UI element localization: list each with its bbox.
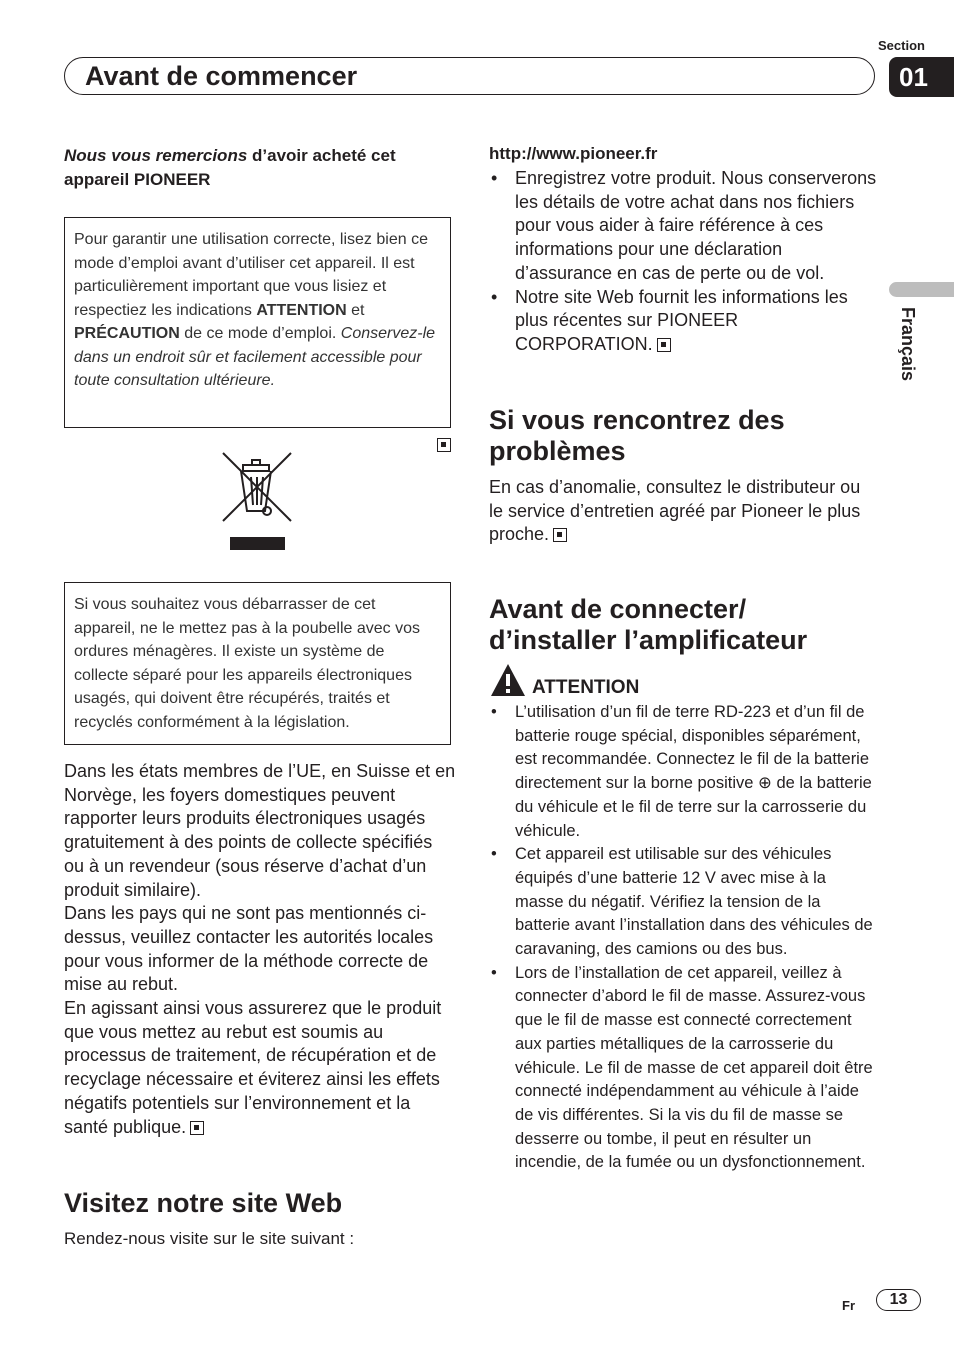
notice-italic: Conservez-le dans un endroit sûr et facilement accessible pour toute consultation ultérieure. bbox=[74, 325, 436, 389]
list-item: • Cet appareil est utilisable sur des véhicules équipés d’une batterie 12 V avec mise à la masse du négatif. Vérifiez la tension de la batterie avant l’installation dans des véhicules de caravaning, des camions ou des bus. bbox=[489, 843, 877, 962]
intro-rest: d’avoir acheté cet appareil PIONEER bbox=[64, 146, 396, 189]
end-mark-icon bbox=[657, 338, 671, 352]
pioneer-url-link[interactable]: http://www.pioneer.fr bbox=[489, 144, 658, 163]
page-number: 13 bbox=[876, 1289, 921, 1311]
notice-text-3: de ce mode d’emploi. bbox=[179, 325, 341, 342]
notice-text-1: Pour garantir une utilisation correcte, lisez bien ce mode d’emploi avant d’utiliser cet appareil. Il est particulièrement important que vous lisiez et respectiez les indications bbox=[74, 231, 428, 319]
language-code: Fr bbox=[842, 1298, 855, 1313]
notice-text-2: et bbox=[346, 301, 365, 319]
attention-bullet-list bbox=[489, 701, 877, 1175]
notice-precaution: PRÉCAUTION bbox=[74, 325, 180, 342]
notice-attention: ATTENTION bbox=[256, 301, 347, 319]
disposal-para-2: Dans les pays qui ne sont pas mentionnés ci-dessus, veuillez contacter les autorités locales pour vous informer de la méthode correcte de mise au rebut. bbox=[64, 903, 434, 995]
list-item: • L’utilisation d’un fil de terre RD-223 et d’un fil de batterie rouge spécial, disponibles séparément, est recommandée. Connectez le fil de la batterie directement sur la borne positive ⊕ de la batterie du véhicule et le fil de terre sur la carrosserie du véhicule. bbox=[489, 701, 877, 843]
web-subtext: Rendez-nous visite sur le site suivant : bbox=[64, 1229, 355, 1248]
connect-heading: Avant de connecter/ d’installer l’amplificateur bbox=[489, 594, 808, 655]
intro-italic: Nous vous remercions bbox=[64, 146, 248, 165]
usage-notice-box bbox=[64, 217, 451, 428]
list-item: • Notre site Web fournit les informations les plus récentes sur PIONEER CORPORATION. bbox=[489, 286, 877, 357]
attention-label: ATTENTION bbox=[532, 677, 640, 698]
list-item: • Enregistrez votre produit. Nous conserverons les détails de votre achat dans nos fichiers pour vous aider à faire référence à ces informations pour une déclaration d’assurance en cas de perte ou de vol. bbox=[489, 167, 877, 286]
problems-heading: Si vous rencontrez des problèmes bbox=[489, 405, 785, 466]
intro-text bbox=[64, 144, 454, 192]
end-mark-icon bbox=[437, 438, 451, 452]
disposal-notice-box: Si vous souhaitez vous débarrasser de cet appareil, ne le mettez pas à la poubelle avec vos ordures ménagères. Il existe un système de collecte séparé pour les appareils électroniques usagés, qui doivent être récupérés, traités et recyclés conformément à la législation. bbox=[64, 582, 451, 745]
language-tab-bar bbox=[889, 282, 954, 297]
end-mark-icon bbox=[190, 1121, 204, 1135]
disposal-paragraphs bbox=[64, 760, 456, 1139]
warning-triangle-icon bbox=[490, 663, 526, 697]
problems-text: En cas d’anomalie, consultez le distributeur ou le service d’entretien agréé par Pioneer le plus proche. bbox=[489, 477, 861, 545]
web-bullet-list bbox=[489, 167, 877, 357]
disposal-para-3: En agissant ainsi vous assurerez que le produit que vous mettez au rebut est soumis au processus de traitement, de récupération et de recyclage nécessaire et éviterez ainsi les effets négatifs potentiels sur l’environnement et la santé publique. bbox=[64, 998, 442, 1137]
section-number: 01 bbox=[889, 57, 954, 97]
web-heading: Visitez notre site Web bbox=[64, 1188, 343, 1218]
end-mark-icon bbox=[553, 528, 567, 542]
language-tab-label: Français bbox=[898, 307, 918, 382]
disposal-para-1: Dans les états membres de l’UE, en Suisse et en Norvège, les foyers domestiques peuvent rapporter leurs produits électroniques usagés gratuitement à des points de collecte spécifiés ou à un revendeur (sous réserve d’achat d’un produit similaire). bbox=[64, 761, 456, 900]
list-item: • Lors de l’installation de cet appareil, veillez à connecter d’abord le fil de masse. Assurez-vous que le fil de masse est connecté correctement aux parties métalliques de la carrosserie du véhicule. Le fil de masse de cet appareil doit être connecté indépendamment au véhicule à l’aide de vis différentes. Si la vis du fil de masse se desserre ou tombe, il peut en résulter un incendie, de la fumée ou un dysfonctionnement. bbox=[489, 962, 877, 1175]
page-title: Avant de commencer bbox=[85, 61, 358, 91]
weee-crossed-bin-icon bbox=[221, 451, 293, 551]
section-label: Section bbox=[878, 38, 925, 53]
